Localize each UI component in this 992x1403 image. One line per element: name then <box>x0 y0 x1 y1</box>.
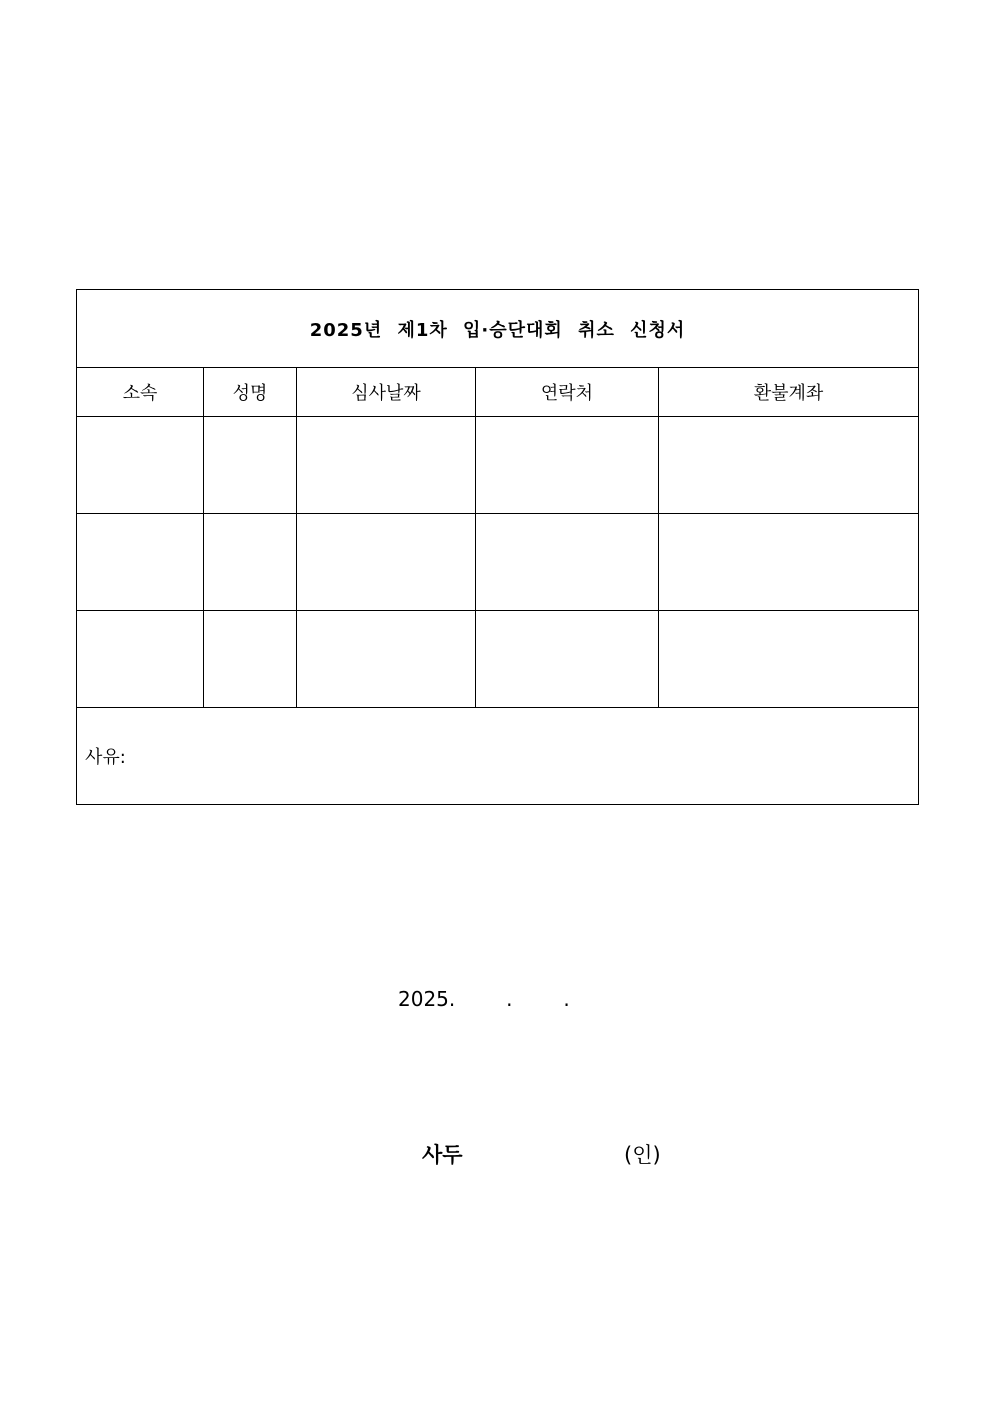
table-row <box>77 514 919 611</box>
table-row <box>77 417 919 514</box>
form-title: 2025년 제1차 입·승단대회 취소 신청서 <box>77 290 919 368</box>
signer-label <box>422 1139 463 1169</box>
seal-mark: (인) <box>624 1143 661 1167</box>
name-cell[interactable] <box>204 417 297 514</box>
contact-cell[interactable] <box>476 417 659 514</box>
refund-account-cell[interactable] <box>659 514 919 611</box>
affiliation-cell[interactable] <box>77 417 204 514</box>
exam-date-cell[interactable] <box>297 417 476 514</box>
column-header-exam-date: 심사날짜 <box>297 368 476 417</box>
column-header-contact: 연락처 <box>476 368 659 417</box>
header-row <box>77 368 919 417</box>
contact-cell[interactable] <box>476 611 659 708</box>
column-header-affiliation: 소속 <box>77 368 204 417</box>
name-cell[interactable] <box>204 514 297 611</box>
column-header-name: 성명 <box>204 368 297 417</box>
application-date: 2025. . . <box>398 987 570 1011</box>
exam-date-cell[interactable] <box>297 611 476 708</box>
name-cell[interactable] <box>204 611 297 708</box>
affiliation-cell[interactable] <box>77 611 204 708</box>
column-header-refund-account: 환불계좌 <box>659 368 919 417</box>
reason-field[interactable] <box>77 708 919 805</box>
refund-account-cell[interactable] <box>659 611 919 708</box>
reason-row <box>77 708 919 805</box>
affiliation-cell[interactable] <box>77 514 204 611</box>
cancellation-form-table <box>76 289 919 805</box>
exam-date-cell[interactable] <box>297 514 476 611</box>
reason-label: 사유: <box>85 747 126 768</box>
contact-cell[interactable] <box>476 514 659 611</box>
signer-title: 사두 <box>422 1143 463 1167</box>
table-row <box>77 611 919 708</box>
refund-account-cell[interactable] <box>659 417 919 514</box>
